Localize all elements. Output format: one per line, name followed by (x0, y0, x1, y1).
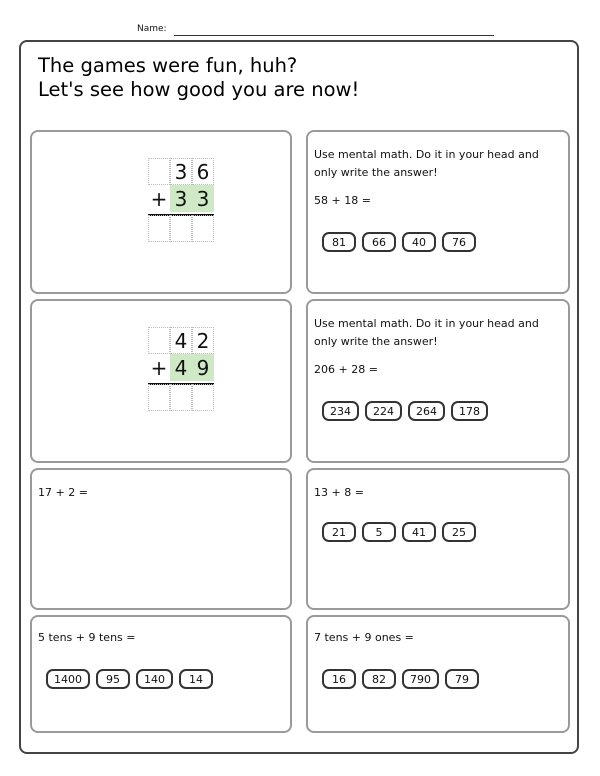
answer-cell[interactable] (148, 215, 170, 242)
answer-choice[interactable]: 79 (445, 669, 479, 689)
question-text: 7 tens + 9 ones = (314, 631, 414, 644)
answer-choices (46, 669, 213, 689)
digit-cell: 4 (170, 354, 192, 381)
digit-cell: 2 (192, 327, 214, 354)
card-question-4 (306, 468, 570, 610)
question-text: 58 + 18 = (314, 194, 371, 207)
instruction-text (314, 315, 539, 351)
answer-choice[interactable]: 264 (408, 401, 445, 421)
name-input-line[interactable] (174, 35, 494, 36)
worksheet-title (38, 54, 359, 102)
instruction-line-2: only write the answer! (314, 166, 438, 179)
answer-choice[interactable]: 178 (451, 401, 488, 421)
answer-choice[interactable]: 790 (402, 669, 439, 689)
digit-cell: 4 (170, 327, 192, 354)
digit-cell: 3 (170, 158, 192, 185)
answer-choice[interactable]: 25 (442, 522, 476, 542)
answer-cell[interactable] (148, 384, 170, 411)
vertical-addition-1 (148, 158, 214, 242)
instruction-line-1: Use mental math. Do it in your head and (314, 317, 539, 330)
card-question-6 (306, 615, 570, 733)
answer-choice[interactable]: 81 (322, 232, 356, 252)
answer-choice[interactable]: 1400 (46, 669, 90, 689)
answer-choices (322, 401, 488, 421)
plus-sign: + (150, 355, 168, 380)
answer-choice[interactable]: 140 (136, 669, 173, 689)
answer-choices (322, 522, 476, 542)
title-line-2: Let's see how good you are now! (38, 78, 360, 101)
answer-choice[interactable]: 14 (179, 669, 213, 689)
digit-cell: 3 (192, 185, 214, 212)
answer-choices (322, 669, 479, 689)
card-question-3 (30, 468, 292, 610)
title-line-1: The games were fun, huh? (38, 54, 298, 77)
answer-choices (322, 232, 476, 252)
plus-sign: + (150, 186, 168, 211)
digit-cell: 3 (170, 185, 192, 212)
question-text: 206 + 28 = (314, 363, 378, 376)
vertical-addition-2 (148, 327, 214, 411)
answer-choice[interactable]: 66 (362, 232, 396, 252)
answer-choice[interactable]: 76 (442, 232, 476, 252)
card-mental-math-1 (306, 130, 570, 294)
answer-choice[interactable]: 82 (362, 669, 396, 689)
answer-choice[interactable]: 234 (322, 401, 359, 421)
name-label: Name: (137, 24, 167, 34)
answer-choice[interactable]: 41 (402, 522, 436, 542)
answer-cell[interactable] (192, 215, 214, 242)
digit-cell: 9 (192, 354, 214, 381)
answer-choice[interactable]: 40 (402, 232, 436, 252)
answer-cell[interactable] (170, 215, 192, 242)
answer-cell[interactable] (192, 384, 214, 411)
answer-choice[interactable]: 21 (322, 522, 356, 542)
instruction-line-2: only write the answer! (314, 335, 438, 348)
answer-choice[interactable]: 224 (365, 401, 402, 421)
answer-cell[interactable] (170, 384, 192, 411)
card-addition-2 (30, 299, 292, 463)
instruction-line-1: Use mental math. Do it in your head and (314, 148, 539, 161)
card-question-5 (30, 615, 292, 733)
blank-cell (148, 158, 170, 185)
blank-cell (148, 327, 170, 354)
answer-choice[interactable]: 95 (96, 669, 130, 689)
question-text: 13 + 8 = (314, 486, 364, 499)
answer-choice[interactable]: 5 (362, 522, 396, 542)
answer-choice[interactable]: 16 (322, 669, 356, 689)
question-text: 5 tens + 9 tens = (38, 631, 136, 644)
card-mental-math-2 (306, 299, 570, 463)
question-text: 17 + 2 = (38, 486, 88, 499)
card-addition-1 (30, 130, 292, 294)
digit-cell: 6 (192, 158, 214, 185)
instruction-text (314, 146, 539, 182)
